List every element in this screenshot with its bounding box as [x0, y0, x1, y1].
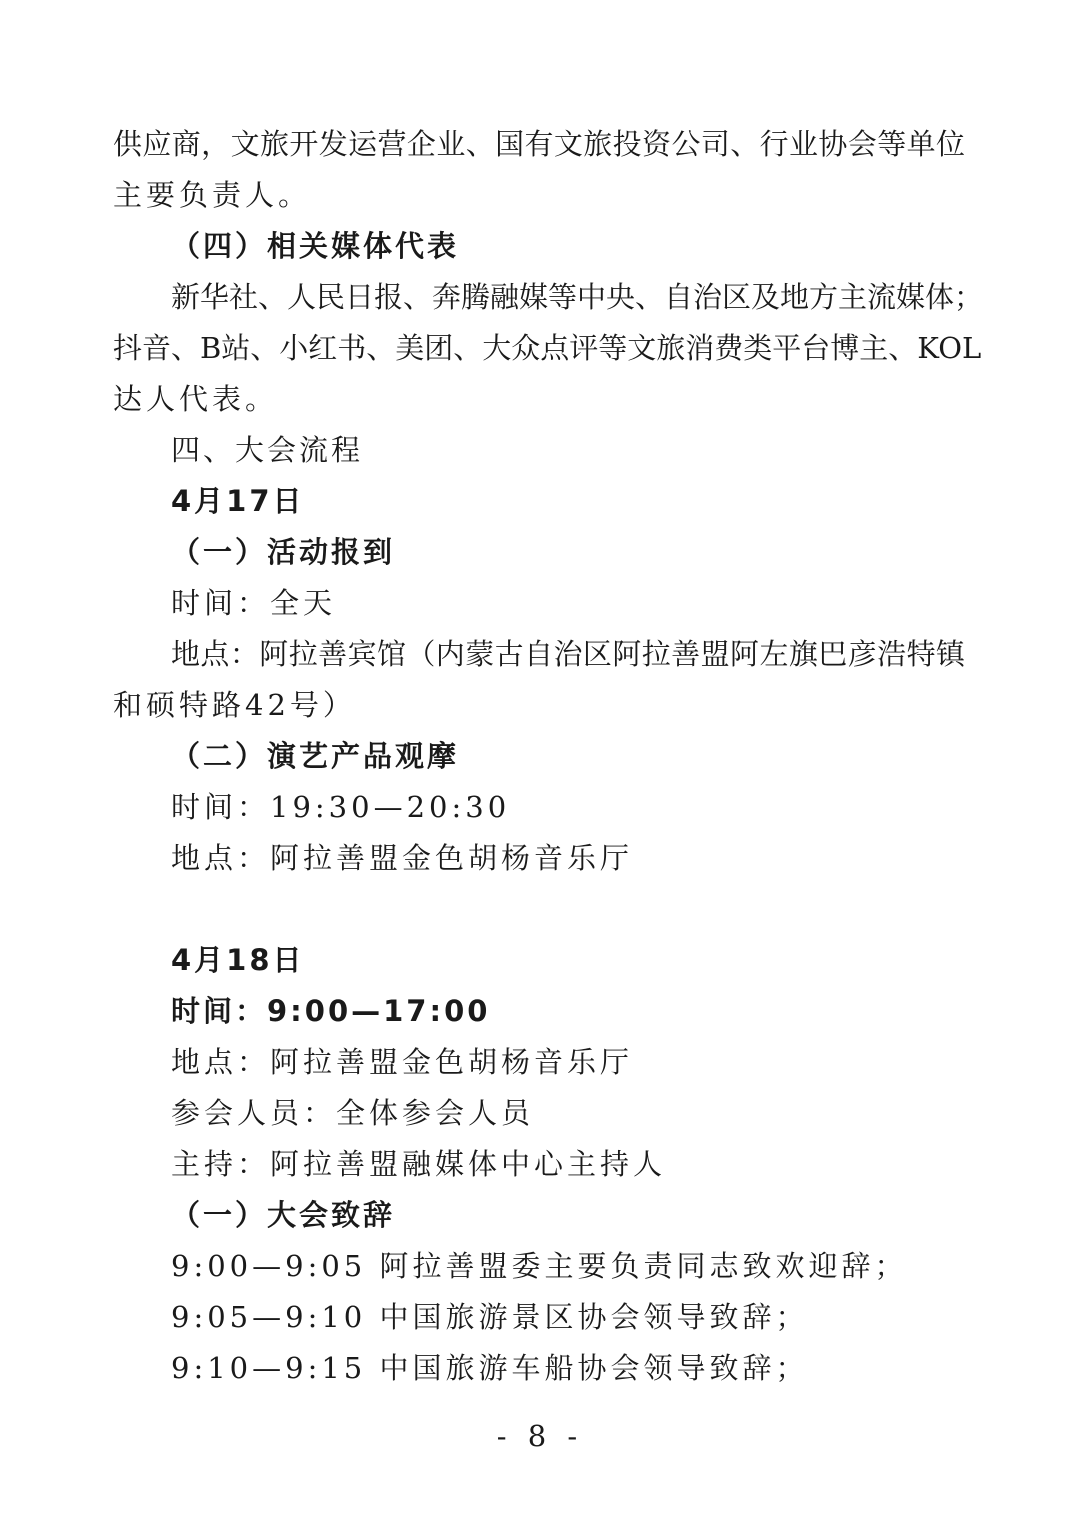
subsection-heading: （二）演艺产品观摩 — [171, 739, 460, 773]
body-text-line: 抖音、B站、小红书、美团、大众点评等文旅消费类平台博主、KOL — [113, 331, 982, 365]
body-text-line: 和硕特路42号） — [113, 688, 356, 722]
section-heading: 四、大会流程 — [171, 433, 364, 467]
schedule-item: 9:00—9:05 阿拉善盟委主要负责同志致欢迎辞； — [171, 1249, 908, 1283]
date-heading: 4月17日 — [171, 484, 305, 518]
body-text-line: 地点：阿拉善宾馆（内蒙古自治区阿拉善盟阿左旗巴彦浩特镇 — [171, 637, 965, 671]
subsection-heading: （一）大会致辞 — [171, 1198, 396, 1232]
body-text-line: 地点：阿拉善盟金色胡杨音乐厅 — [171, 841, 634, 875]
body-text-line: 地点：阿拉善盟金色胡杨音乐厅 — [171, 1045, 634, 1079]
date-heading: 4月18日 — [171, 943, 305, 977]
body-text-line: 新华社、人民日报、奔腾融媒等中央、自治区及地方主流媒体； — [171, 280, 984, 314]
body-text-line: 主要负责人。 — [113, 178, 312, 212]
body-text-line: 供应商，文旅开发运营企业、国有文旅投资公司、行业协会等单位 — [113, 127, 965, 161]
body-text-line: 主持：阿拉善盟融媒体中心主持人 — [171, 1147, 667, 1181]
body-text-line: 时间：全天 — [171, 586, 337, 620]
time-line: 时间：9:00—17:00 — [171, 994, 491, 1028]
schedule-item: 9:05—9:10 中国旅游景区协会领导致辞； — [171, 1300, 809, 1334]
body-text-line: 时间：19:30—20:30 — [171, 790, 511, 824]
subsection-heading: （一）活动报到 — [171, 535, 396, 569]
body-text-line: 达人代表。 — [113, 382, 279, 416]
schedule-item: 9:10—9:15 中国旅游车船协会领导致辞； — [171, 1351, 809, 1385]
page-number: - 8 - — [496, 1419, 584, 1453]
subsection-heading: （四）相关媒体代表 — [171, 229, 460, 263]
body-text-line: 参会人员：全体参会人员 — [171, 1096, 535, 1130]
